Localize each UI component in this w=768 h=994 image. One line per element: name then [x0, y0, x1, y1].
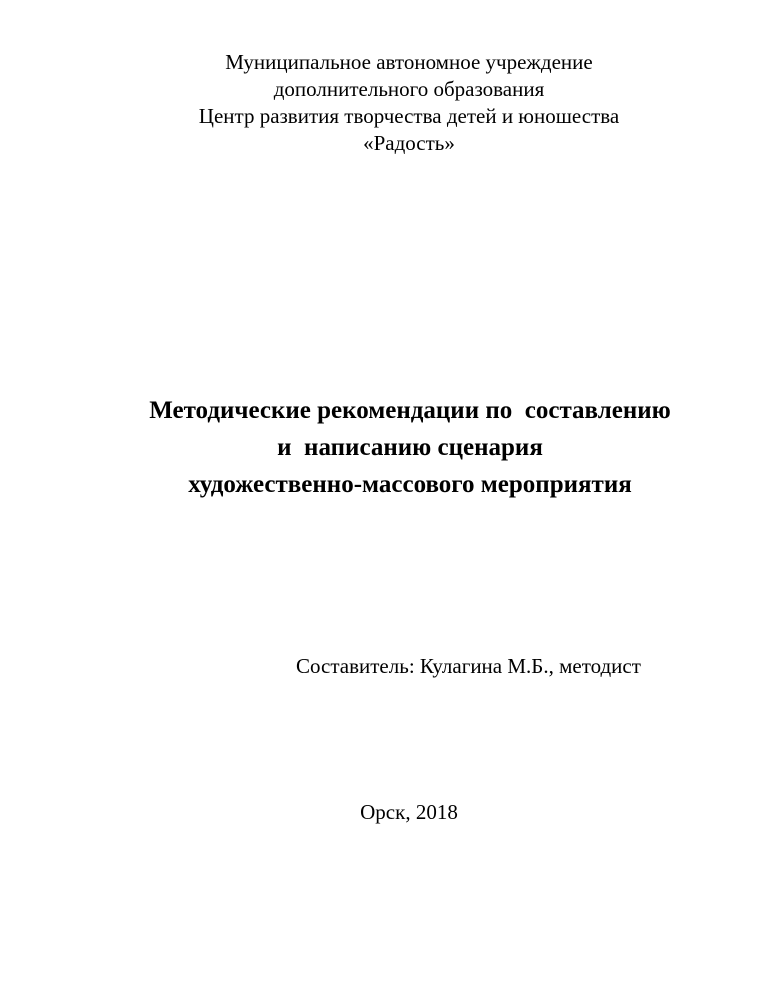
organization-line: дополнительного образования: [273, 77, 545, 101]
title-line: Методические рекомендации по составлению: [149, 397, 671, 424]
title-line: и написанию сценария: [277, 434, 543, 461]
title-line: художественно-массового мероприятия: [188, 471, 632, 498]
organization-header: [0, 49, 768, 157]
document-title: [0, 392, 768, 503]
organization-line: «Радость»: [363, 131, 455, 155]
place-year: Орск, 2018: [360, 800, 458, 824]
author-line: Составитель: Кулагина М.Б., методист: [296, 654, 641, 678]
organization-line: Муниципальное автономное учреждение: [225, 50, 593, 74]
organization-line: Центр развития творчества детей и юношества: [198, 104, 620, 128]
